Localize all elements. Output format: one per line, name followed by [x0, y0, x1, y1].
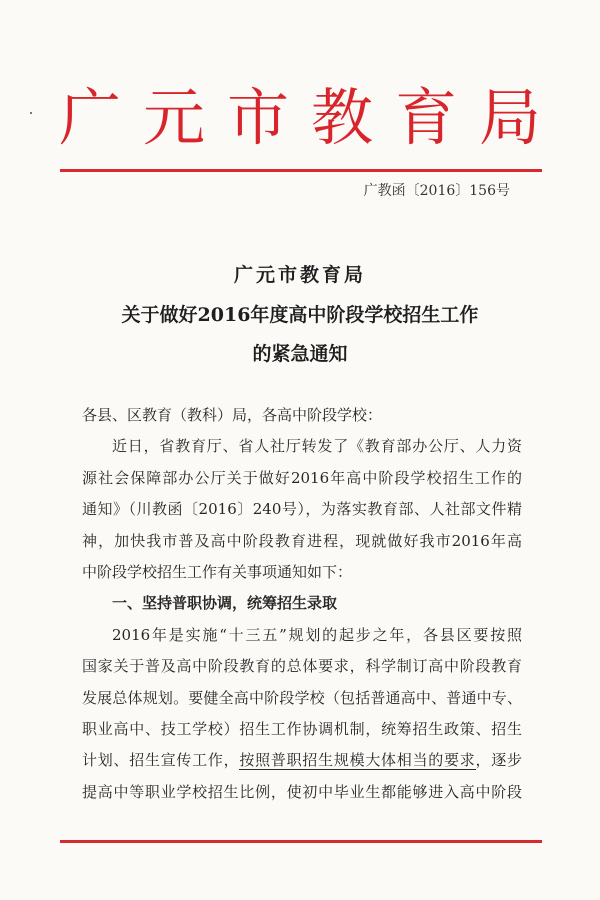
paragraph-1-line: 近日，省教育厅、省人社厅转发了《教育部办公厅、人力资 [112, 437, 522, 456]
paragraph-1-line: 源社会保障部办公厅关于做好2016年高中阶段学校招生工作的 [82, 468, 522, 487]
notice-title-line-2: 关于做好2016年度高中阶段学校招生工作 [121, 304, 479, 326]
paragraph-2-line: 提高中等职业学校招生比例，使初中毕业生都能够进入高中阶段 [82, 782, 522, 801]
paragraph-2-line: 发展总体规划。要健全高中阶段学校（包括普通高中、普通中专、 [82, 688, 522, 707]
paragraph-1-line: 中阶段学校招生工作有关事项通知如下： [82, 562, 353, 581]
notice-title-line-1: 广元市教育局 [233, 264, 366, 286]
paragraph-2-line: 2016年是实施“十三五”规划的起步之年，各县区要按照 [112, 625, 522, 644]
notice-body [82, 400, 522, 808]
letterhead-org-name: 广元市教育局 [58, 81, 563, 154]
paragraph-2-line-with-underline [82, 745, 522, 776]
salutation: 各县、区教育（教科）局，各高中阶段学校： [82, 406, 383, 424]
paragraph-2-line: 职业高中、技工学校）招生工作协调机制，统筹招生政策、招生 [82, 719, 522, 738]
letterhead-red-rule [60, 169, 542, 172]
paragraph-1-line: 神，加快我市普及高中阶段教育进程，现就做好我市2016年高 [82, 531, 522, 550]
paragraph-2-text: ，逐步 [475, 751, 522, 770]
section-heading-1: 一、坚持普职协调，统筹招生录取 [112, 594, 338, 613]
paragraph-2-line: 国家关于普及高中阶段教育的总体要求，科学制订高中阶段教育 [82, 657, 522, 676]
bottom-red-rule [60, 840, 542, 843]
paragraph-2-text: 计划、招生宣传工作， [82, 751, 240, 770]
underlined-requirement: 按照普职招生规模大体相当的要求 [239, 751, 476, 770]
notice-title-line-3: 的紧急通知 [252, 343, 348, 365]
document-number: 广教函〔2016〕156号 [363, 183, 510, 199]
paragraph-1-line: 通知》（川教函〔2016〕240号），为落实教育部、人社部文件精 [82, 500, 522, 519]
